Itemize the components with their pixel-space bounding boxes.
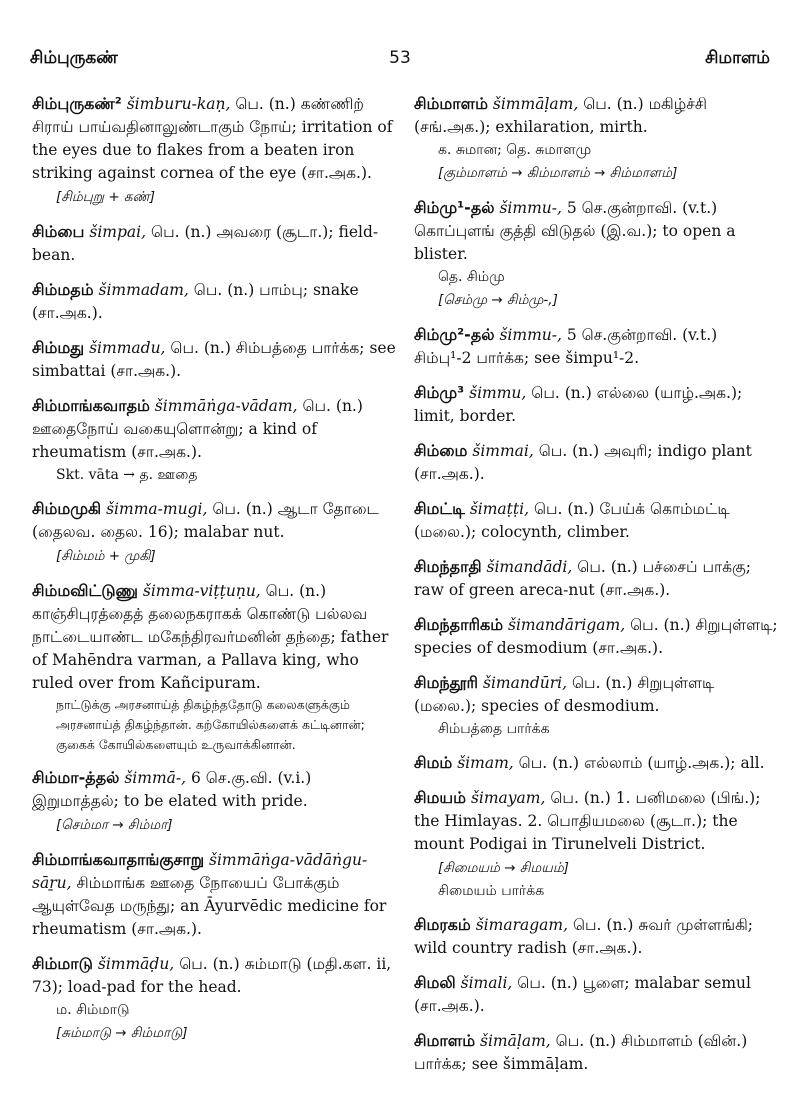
entry-transliteration: šimmadu, xyxy=(89,339,166,357)
entry-transliteration: šimaṭṭi, xyxy=(469,500,530,518)
entry-body: 5 செ.குன்றாவி. (v.t.) கொப்புளங் குத்தி விடுதல் (இ.வ.); to open a blister. xyxy=(414,199,736,263)
entry-quotation: நாட்டுக்கு அரசனாய்த் திகழ்ந்ததோடு கலைகளுக்கும் அரசனாய்த் திகழ்ந்தான். கற்கோயில்களைக் கட்டினான்; குகைக் கோயில்களையும் உருவாக்கினான். xyxy=(56,697,365,752)
dictionary-entry xyxy=(414,196,779,312)
entry-transliteration: šimāḷam, xyxy=(480,1032,551,1050)
entry-body: பெ. (n.) ஊதைநோய் வகையுளொன்று; a kind of rheumatism (சா.அக.). xyxy=(32,397,363,461)
dictionary-entry xyxy=(32,92,397,209)
dictionary-entry xyxy=(32,336,397,383)
entry-transliteration: šimmadam, xyxy=(98,281,189,299)
entry-transliteration: šimmā-, xyxy=(124,769,187,787)
entry-definition xyxy=(414,613,779,660)
entry-cognate: Skt. vāta → த. ஊதை xyxy=(56,467,198,483)
dictionary-entry xyxy=(32,394,397,486)
entry-transliteration: šimmu, xyxy=(469,384,527,402)
dictionary-entry xyxy=(32,278,397,325)
dictionary-entry xyxy=(32,579,397,755)
entry-transliteration: šimaragam, xyxy=(475,916,569,934)
entry-headword: சிமாளம் xyxy=(414,1031,476,1050)
entry-definition xyxy=(414,439,779,486)
entry-body: பெ. (n.) சுவர் முள்ளங்கி; wild country radish (சா.அக.). xyxy=(414,916,753,957)
entry-transliteration: šimandārigam, xyxy=(508,616,626,634)
entry-definition xyxy=(414,497,779,544)
dictionary-entry xyxy=(414,381,779,428)
dictionary-entry xyxy=(414,1029,779,1076)
entry-headword: சிமயம் xyxy=(414,788,466,807)
entry-transliteration: šimpai, xyxy=(89,223,147,241)
entry-definition xyxy=(414,971,779,1018)
entry-cognate: சிம்பத்தை பார்க்க xyxy=(438,721,550,737)
entry-definition xyxy=(32,336,397,383)
dictionary-entry xyxy=(414,913,779,960)
entry-cognate: தெ. சிம்மு xyxy=(438,269,505,285)
entry-body: பெ. (n.) சிறுபுள்ளடி (மலை.); species of desmodium. xyxy=(414,674,715,715)
entry-headword: சிம்மு³ xyxy=(414,383,465,402)
entry-definition xyxy=(414,786,779,856)
entry-transliteration: šimmāṅga-vādam, xyxy=(154,397,298,415)
left-column xyxy=(32,92,397,1056)
entry-headword: சிமரகம் xyxy=(414,915,471,934)
entry-definition xyxy=(414,323,779,370)
dictionary-entry xyxy=(414,613,779,660)
entry-body: பெ. (n.) எல்லை (யாழ்.அக.); limit, border. xyxy=(414,384,743,425)
entry-headword: சிமலி xyxy=(414,973,456,992)
entry-body: பெ. (n.) கண்ணிற் சிராய் பாய்வதினாலுண்டாகும் நோய்; irritation of the eyes due to flakes from a beaten iron striking against cornea of the eye (சா.அக.). xyxy=(32,95,393,182)
entry-definition xyxy=(414,555,779,602)
entry-body: பெ. (n.) பேய்க் கொம்மட்டி (மலை.); colocynth, climber. xyxy=(414,500,730,541)
entry-etymology: [சிமையம் → சிமயம்] xyxy=(438,860,569,876)
entry-etymology: [சிம்மம் + முகி] xyxy=(56,548,156,564)
entry-headword: சிம்மா-த்தல் xyxy=(32,768,120,787)
entry-transliteration: šimmāḍu, xyxy=(97,955,175,973)
entry-body: பெ. (n.) பாம்பு; snake (சா.அக.). xyxy=(32,281,359,322)
entry-transliteration: šimmāṅga-vādāṅgu-sāṟu, xyxy=(32,851,368,892)
entry-body: பெ. (n.) சிறுபுள்ளடி; species of desmodium (சா.அக.). xyxy=(414,616,778,657)
entry-body: பெ. (n.) பச்சைப் பாக்கு; raw of green areca-nut (சா.அக.). xyxy=(414,558,751,599)
entry-body: 6 செ.கு.வி. (v.i.) இறுமாத்தல்; to be elated with pride. xyxy=(32,769,312,810)
entry-body: பெ. (n.) 1. பனிமலை (பிங்.); the Himlayas. 2. பொதியமலை (சூடா.); the mount Podigai in Tirunelveli District. xyxy=(414,789,761,853)
entry-definition xyxy=(32,220,397,267)
entry-headword: சிம்மமுகி xyxy=(32,499,102,518)
entry-headword: சிமந்தாரிகம் xyxy=(414,615,504,634)
entry-transliteration: šimmāḷam, xyxy=(492,95,579,113)
dictionary-entry xyxy=(32,848,397,941)
entry-body: பெ. (n.) காஞ்சிபுரத்தைத் தலைநகராகக் கொண்டு பல்லவ நாட்டையாண்ட மகேந்திரவர்மனின் தந்தை; father of Mahēndra varman, a Pallava king, who ruled over from Kañcipuram. xyxy=(32,582,389,692)
entry-definition xyxy=(32,278,397,325)
entry-headword: சிம்பை xyxy=(32,222,85,241)
entry-definition xyxy=(414,671,779,718)
entry-body: பெ. (n.) சும்மாடு (மதி.கள. ii, 73); load-pad for the head. xyxy=(32,955,392,996)
entry-definition xyxy=(32,394,397,464)
page-header xyxy=(30,48,770,74)
entry-headword: சிமட்டி xyxy=(414,499,465,518)
entry-headword: சிமம் xyxy=(414,753,453,772)
entry-etymology: [சும்மாடு → சிம்மாடு] xyxy=(56,1025,188,1041)
entry-definition xyxy=(32,92,397,185)
entry-cognate: க. சுமான; தெ. சுமாளமு xyxy=(438,142,592,158)
entry-definition xyxy=(32,497,397,544)
entry-body: சிம்மாங்க ஊதை நோயைப் போக்கும் ஆயுள்வேத மருந்து; an Āyurvēdic medicine for rheumatism (சா.அக.). xyxy=(32,874,387,938)
right-column xyxy=(414,92,779,1087)
dictionary-entry xyxy=(32,497,397,568)
entry-definition xyxy=(414,1029,779,1076)
entry-transliteration: šimandādi, xyxy=(486,558,573,576)
entry-body: பெ. (n.) அவுரி; indigo plant (சா.அக.). xyxy=(414,442,752,483)
entry-definition xyxy=(32,848,397,941)
entry-cognate: ம. சிம்மாடு xyxy=(56,1002,130,1018)
entry-transliteration: šimma-mugi, xyxy=(106,500,208,518)
entry-body: பெ. (n.) மகிழ்ச்சி (சங்.அக.); exhilaration, mirth. xyxy=(414,95,707,136)
dictionary-entry xyxy=(414,92,779,185)
entry-headword: சிம்மதம் xyxy=(32,280,94,299)
header-right-guide-word: சிமாளம் xyxy=(705,48,770,68)
entry-body: பெ. (n.) அவரை (சூடா.); field-bean. xyxy=(32,223,379,264)
entry-transliteration: šimayam, xyxy=(470,789,546,807)
dictionary-entry xyxy=(32,952,397,1045)
entry-definition xyxy=(414,751,779,775)
entry-body: பெ. (n.) சிம்மாளம் (வின்.) பார்க்க; see šimmāḷam. xyxy=(414,1032,748,1073)
entry-body: பெ. (n.) சிம்பத்தை பார்க்க; see simbattai (சா.அக.). xyxy=(32,339,396,380)
entry-definition xyxy=(32,579,397,695)
page-number: 53 xyxy=(389,48,411,68)
entry-definition xyxy=(414,381,779,428)
header-left-guide-word: சிம்புருகண் xyxy=(30,48,118,68)
dictionary-entry xyxy=(414,323,779,370)
entry-headword: சிம்மாங்கவாதாங்குசாறு xyxy=(32,850,205,869)
entry-headword: சிம்மு¹-தல் xyxy=(414,198,495,217)
entry-transliteration: šimali, xyxy=(460,974,513,992)
dictionary-entry xyxy=(414,971,779,1018)
entry-body: பெ. (n.) பூளை; malabar semul (சா.அக.). xyxy=(414,974,751,1015)
entry-headword: சிம்மவிட்டுணு xyxy=(32,581,138,600)
entry-transliteration: šimma-viṭṭuṇu, xyxy=(142,582,261,600)
dictionary-entry xyxy=(32,220,397,267)
dictionary-entry xyxy=(414,671,779,740)
entry-definition xyxy=(414,92,779,139)
dictionary-entry xyxy=(32,766,397,837)
entry-headword: சிம்மாங்கவாதம் xyxy=(32,396,150,415)
entry-headword: சிம்மாளம் xyxy=(414,94,488,113)
entry-headword: சிமந்தூரி xyxy=(414,673,479,692)
entry-transliteration: šimmai, xyxy=(472,442,534,460)
dictionary-entry xyxy=(414,555,779,602)
entry-headword: சிமந்தாதி xyxy=(414,557,482,576)
entry-definition xyxy=(414,196,779,266)
entry-transliteration: šimmu-, xyxy=(499,199,562,217)
entry-etymology: [செம்மு → சிம்மு-,] xyxy=(438,292,558,308)
entry-headword: சிம்மு²-தல் xyxy=(414,325,495,344)
entry-etymology: [செம்மா → சிம்மா] xyxy=(56,817,173,833)
entry-headword: சிம்புருகண்² xyxy=(32,94,122,113)
entry-headword: சிம்மாடு xyxy=(32,954,93,973)
entry-body: பெ. (n.) எல்லாம் (யாழ்.அக.); all. xyxy=(518,754,765,772)
dictionary-entry xyxy=(414,497,779,544)
entry-body: பெ. (n.) ஆடா தோடை (தைலவ. தைல. 16); malabar nut. xyxy=(32,500,379,541)
entry-definition xyxy=(414,913,779,960)
entry-definition xyxy=(32,766,397,813)
entry-etymology: [கும்மாளம் → கிம்மாளம் → சிம்மாளம்] xyxy=(438,165,678,181)
entry-headword: சிம்மை xyxy=(414,441,468,460)
dictionary-entry xyxy=(414,439,779,486)
entry-cognate: சிமையம் பார்க்க xyxy=(438,883,545,899)
entry-headword: சிம்மது xyxy=(32,338,85,357)
entry-transliteration: šimburu-kaṇ, xyxy=(126,95,231,113)
entry-transliteration: šimmu-, xyxy=(499,326,562,344)
entry-body: 5 செ.குன்றாவி. (v.t.) சிம்பு¹-2 பார்க்க; see šimpu¹-2. xyxy=(414,326,718,367)
entry-transliteration: šimandūri, xyxy=(482,674,568,692)
entry-transliteration: šimam, xyxy=(457,754,514,772)
dictionary-entry xyxy=(414,751,779,775)
dictionary-entry xyxy=(414,786,779,902)
entry-etymology: [சிம்புறு + கண்] xyxy=(56,189,156,205)
entry-definition xyxy=(32,952,397,999)
